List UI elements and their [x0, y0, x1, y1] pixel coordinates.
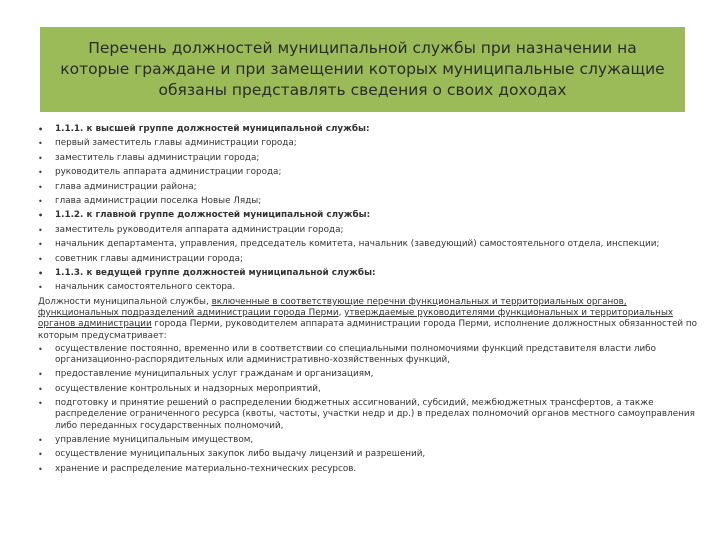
list-item: • заместитель главы администрации города; — [38, 153, 698, 164]
list-item: • осуществление контрольных и надзорных мероприятий, — [38, 384, 698, 395]
list-item: • предоставление муниципальных услуг гражданам и организациям, — [38, 369, 698, 380]
list-item: • начальник департамента, управления, председатель комитета, начальник (заведующий) самостоятельного отдела, инспекции; — [38, 239, 698, 250]
list-item: • советник главы администрации города; — [38, 254, 698, 265]
list-item: • осуществление муниципальных закупок либо выдачу лицензий и разрешений, — [38, 449, 698, 460]
list-item: • подготовку и принятие решений о распределении бюджетных ассигнований, субсидий, межбюджетных трансфертов, а также распределение ограниченного ресурса (квоты, частоты, участки недр и др.) в пределах полномочий органов местного самоуправления либо переданных государственных полномочий, — [38, 398, 698, 432]
list-item: • глава администрации поселка Новые Ляды; — [38, 196, 698, 207]
list-item: • управление муниципальным имуществом, — [38, 435, 698, 446]
page-title: Перечень должностей муниципальной службы при назначении на которые граждане и при замещении которых муниципальные служащие обязаны представлять сведения о своих доходах — [60, 39, 665, 99]
title-banner — [40, 27, 685, 112]
positions-list — [38, 124, 698, 294]
list-item: • хранение и распределение материально-технических ресурсов. — [38, 464, 698, 475]
underlined-text: включенные в соответствующие перечни функциональных и территориальных органов, функциональных подразделений администрации города Перми — [38, 296, 627, 318]
intro-paragraph — [38, 297, 698, 342]
list-item: • глава администрации района; — [38, 182, 698, 193]
duties-list — [38, 344, 698, 475]
list-item: • 1.1.3. к ведущей группе должностей муниципальной службы: — [38, 268, 698, 279]
list-item: • заместитель руководителя аппарата администрации города; — [38, 225, 698, 236]
list-item: • первый заместитель главы администрации города; — [38, 138, 698, 149]
paragraph-text: города Перми, руководителем аппарата администрации города Перми, исполнение должностных обязанностей по которым предусматривает: — [38, 319, 698, 341]
list-item: • осуществление постоянно, временно или в соответствии со специальными полномочиями функций представителя власти либо организационно-распорядительных или административно-хозяйственных функций, — [38, 344, 698, 367]
list-item: • 1.1.1. к высшей группе должностей муниципальной службы: — [38, 124, 698, 135]
list-item: • начальник самостоятельного сектора. — [38, 282, 698, 293]
document-body — [38, 124, 698, 478]
paragraph-text: Должности муниципальной службы, — [38, 296, 212, 307]
paragraph-text: , — [338, 307, 345, 318]
underlined-text: утверждаемые руководителями функциональных и территориальных органов администрации — [38, 307, 674, 330]
list-item: • руководитель аппарата администрации города; — [38, 167, 698, 178]
list-item: • 1.1.2. к главной группе должностей муниципальной службы: — [38, 210, 698, 221]
